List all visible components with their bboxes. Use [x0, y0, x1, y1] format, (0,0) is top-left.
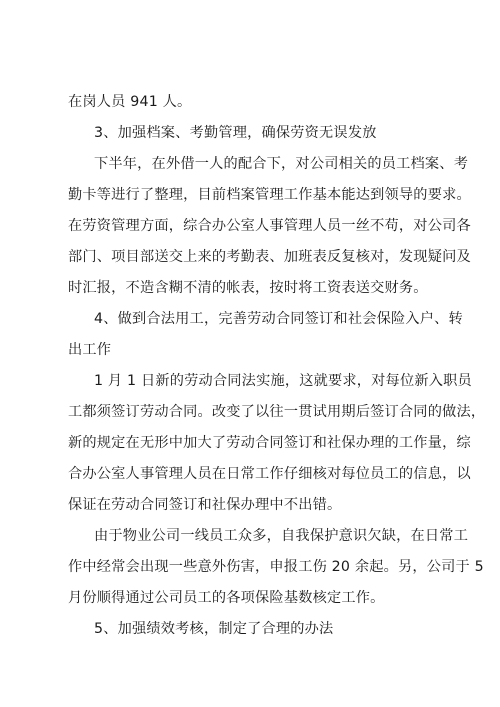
paragraph-line: 1 月 1 日新的劳动合同法实施，这就要求，对每位新入职员 — [94, 373, 472, 389]
paragraph-line: 月份顺得通过公司员工的各项保险基数核定工作。 — [68, 590, 385, 606]
paragraph-line: 合办公室人事管理人员在日常工作仔细核对每位员工的信息，以 — [68, 466, 471, 482]
paragraph-line: 作中经常会出现一些意外伤害，申报工伤 20 余起。另，公司于 5 — [68, 559, 484, 575]
paragraph-line: 部门、项目部送交上来的考勤表、加班表反复核对，发现疑问及 — [68, 249, 471, 265]
section-heading-cont: 出工作 — [68, 342, 112, 358]
section-heading: 5、加强绩效考核，制定了合理的办法 — [94, 621, 334, 637]
paragraph-line: 工都须签订劳动合同。改变了以往一贯试用期后签订合同的做法， — [68, 404, 486, 420]
paragraph-line: 新的规定在无形中加大了劳动合同签订和社保办理的工作量，综 — [68, 435, 471, 451]
paragraph-line: 勤卡等进行了整理，目前档案管理工作基本能达到领导的要求。 — [68, 187, 471, 203]
paragraph-line: 由于物业公司一线员工众多，自我保护意识欠缺，在日常工 — [94, 528, 469, 544]
paragraph-line: 下半年，在外借一人的配合下，对公司相关的员工档案、考 — [94, 156, 469, 172]
text-line: 在岗人员 941 人。 — [68, 94, 192, 110]
paragraph-line: 保证在劳动合同签订和社保办理中不出错。 — [68, 497, 342, 513]
paragraph-line: 时汇报，不造含糊不清的帐表，按时将工资表送交财务。 — [68, 280, 428, 296]
section-heading: 3、加强档案、考勤管理，确保劳资无误发放 — [94, 125, 377, 141]
section-heading: 4、做到合法用工，完善劳动合同签订和社会保险入户、转 — [94, 311, 463, 327]
paragraph-line: 在劳资管理方面，综合办公室人事管理人员一丝不苟，对公司各 — [68, 218, 471, 234]
